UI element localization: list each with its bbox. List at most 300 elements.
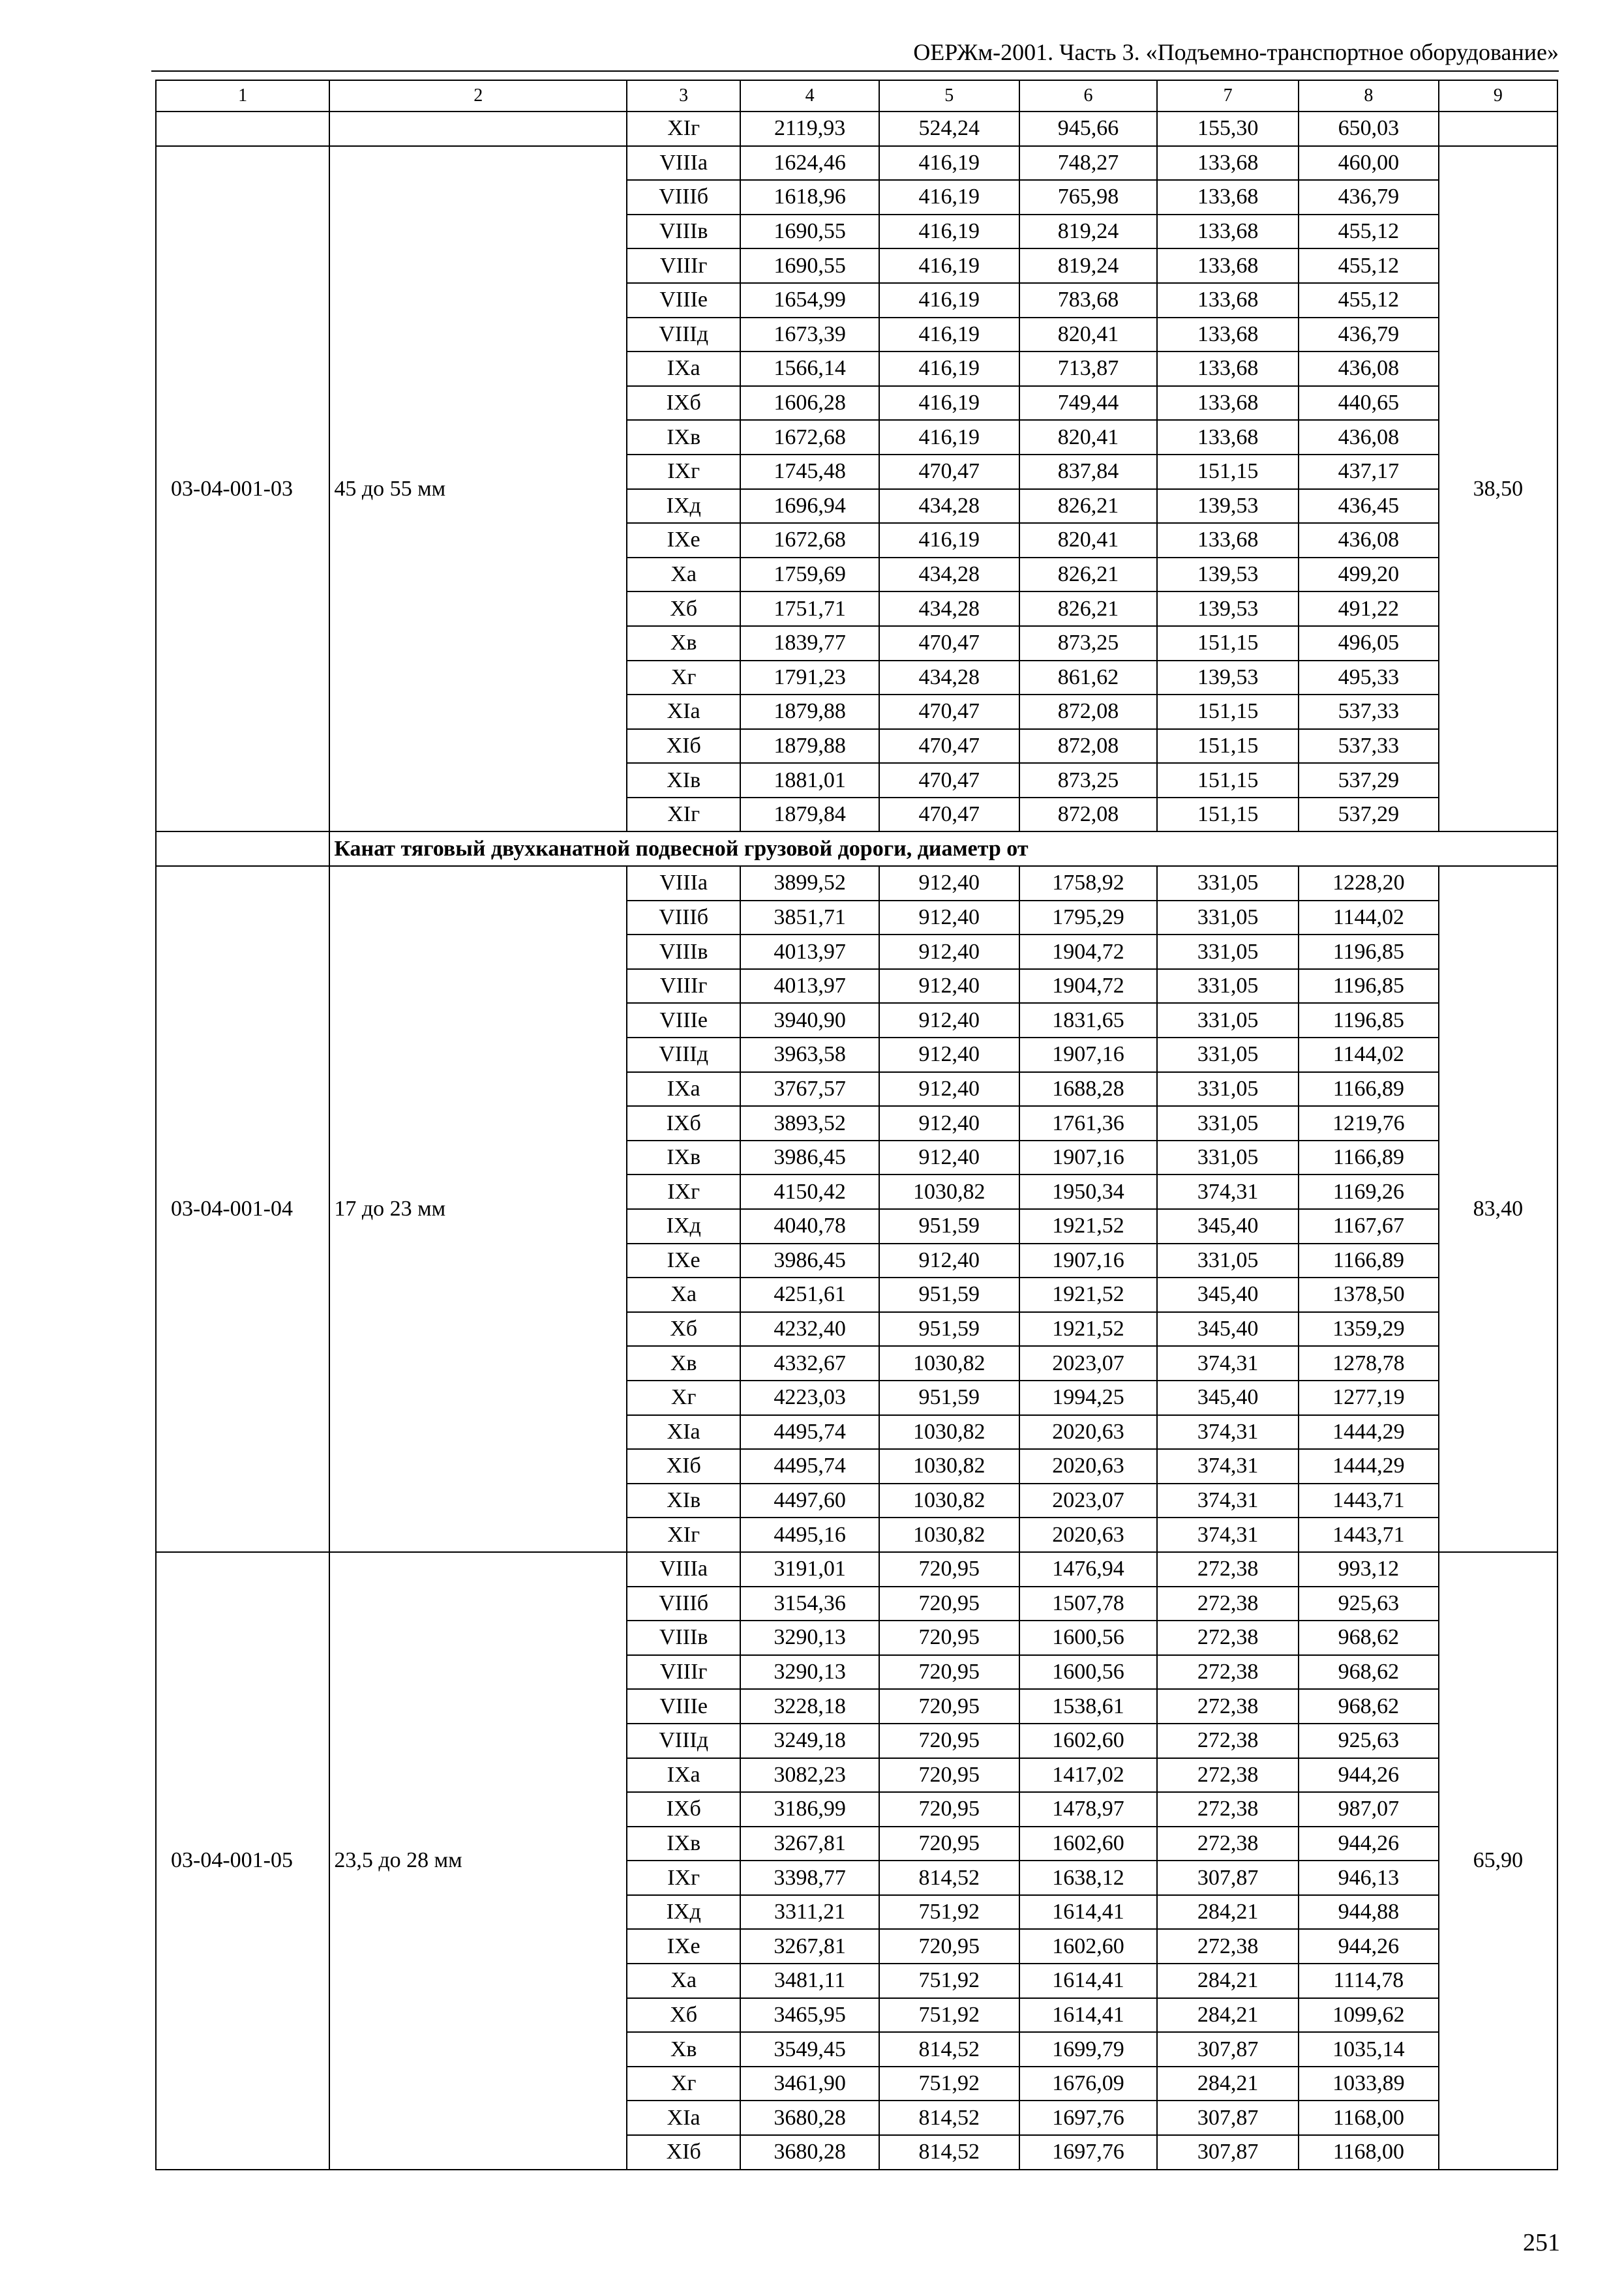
price-value: 1144,02 — [1299, 901, 1439, 935]
price-value: 3186,99 — [740, 1792, 879, 1827]
price-value: 155,30 — [1157, 112, 1299, 146]
price-value: 4497,60 — [740, 1484, 879, 1518]
price-value: 4495,74 — [740, 1449, 879, 1484]
price-value: 434,28 — [879, 489, 1019, 524]
price-table — [155, 80, 1558, 2170]
price-value: 1278,78 — [1299, 1346, 1439, 1381]
price-value: 416,19 — [879, 215, 1019, 249]
price-value: 374,31 — [1157, 1174, 1299, 1209]
price-value: 826,21 — [1019, 591, 1158, 626]
material-mass — [1439, 112, 1557, 146]
price-value: 307,87 — [1157, 2101, 1299, 2135]
item-name — [329, 112, 627, 146]
price-value: 968,62 — [1299, 1655, 1439, 1690]
price-value: 3680,28 — [740, 2135, 879, 2170]
price-value: 3899,52 — [740, 866, 879, 901]
price-value: 1672,68 — [740, 523, 879, 558]
price-value: 925,63 — [1299, 1724, 1439, 1758]
price-value: 1606,28 — [740, 386, 879, 421]
price-value: 416,19 — [879, 352, 1019, 386]
price-value: 537,29 — [1299, 763, 1439, 798]
price-value: 1444,29 — [1299, 1449, 1439, 1484]
price-value: 1950,34 — [1019, 1174, 1158, 1209]
price-value: 1443,71 — [1299, 1484, 1439, 1518]
price-value: 873,25 — [1019, 626, 1158, 661]
column-number: 1 — [156, 80, 329, 112]
price-value: 1690,55 — [740, 248, 879, 283]
price-value: 912,40 — [879, 866, 1019, 901]
price-value: 470,47 — [879, 626, 1019, 661]
price-value: 1758,92 — [1019, 866, 1158, 901]
price-value: 1697,76 — [1019, 2135, 1158, 2170]
region-zone: XIг — [627, 798, 740, 832]
price-value: 139,53 — [1157, 661, 1299, 695]
price-value: 1690,55 — [740, 215, 879, 249]
material-mass: 83,40 — [1439, 866, 1557, 1552]
price-value: 1114,78 — [1299, 1964, 1439, 1998]
price-value: 3481,11 — [740, 1964, 879, 1998]
price-value: 416,19 — [879, 523, 1019, 558]
price-value: 1378,50 — [1299, 1278, 1439, 1312]
price-value: 151,15 — [1157, 626, 1299, 661]
price-value: 1168,00 — [1299, 2101, 1439, 2135]
price-value: 3893,52 — [740, 1106, 879, 1141]
region-zone: Xб — [627, 1312, 740, 1347]
price-value: 4013,97 — [740, 969, 879, 1004]
region-zone: IXб — [627, 1792, 740, 1827]
price-value: 945,66 — [1019, 112, 1158, 146]
price-value: 133,68 — [1157, 386, 1299, 421]
price-value: 331,05 — [1157, 1038, 1299, 1072]
price-value: 819,24 — [1019, 215, 1158, 249]
price-value: 1879,84 — [740, 798, 879, 832]
price-value: 1831,65 — [1019, 1003, 1158, 1038]
region-zone: VIIIб — [627, 901, 740, 935]
price-value: 284,21 — [1157, 1895, 1299, 1930]
price-value: 720,95 — [879, 1758, 1019, 1793]
price-value: 1277,19 — [1299, 1381, 1439, 1415]
region-zone: VIIIе — [627, 283, 740, 318]
price-value: 151,15 — [1157, 729, 1299, 764]
price-value: 4495,16 — [740, 1518, 879, 1552]
price-value: 133,68 — [1157, 146, 1299, 181]
region-zone: XIа — [627, 695, 740, 729]
price-value: 1994,25 — [1019, 1381, 1158, 1415]
price-value: 2020,63 — [1019, 1518, 1158, 1552]
price-value: 1904,72 — [1019, 935, 1158, 969]
price-value: 720,95 — [879, 1792, 1019, 1827]
price-value: 1166,89 — [1299, 1072, 1439, 1107]
region-zone: VIIIб — [627, 180, 740, 215]
price-value: 1697,76 — [1019, 2101, 1158, 2135]
rate-code: 03-04-001-03 — [156, 146, 329, 832]
region-zone: IXв — [627, 1827, 740, 1861]
price-value: 470,47 — [879, 695, 1019, 729]
price-value: 1696,94 — [740, 489, 879, 524]
page-number: 251 — [1523, 2229, 1560, 2256]
price-value: 720,95 — [879, 1587, 1019, 1621]
price-value: 912,40 — [879, 1072, 1019, 1107]
price-value: 1444,29 — [1299, 1415, 1439, 1450]
price-value: 1030,82 — [879, 1174, 1019, 1209]
price-value: 4232,40 — [740, 1312, 879, 1347]
price-value: 374,31 — [1157, 1518, 1299, 1552]
region-zone: IXа — [627, 1758, 740, 1793]
price-value: 3191,01 — [740, 1552, 879, 1587]
price-value: 1219,76 — [1299, 1106, 1439, 1141]
price-value: 133,68 — [1157, 248, 1299, 283]
price-value: 3082,23 — [740, 1758, 879, 1793]
price-value: 437,17 — [1299, 455, 1439, 489]
price-value: 1035,14 — [1299, 2032, 1439, 2067]
price-value: 434,28 — [879, 591, 1019, 626]
price-value: 495,33 — [1299, 661, 1439, 695]
region-zone: Xа — [627, 1278, 740, 1312]
price-value: 1166,89 — [1299, 1141, 1439, 1175]
region-zone: VIIIе — [627, 1689, 740, 1724]
price-value: 133,68 — [1157, 420, 1299, 455]
region-zone: Xг — [627, 2067, 740, 2101]
region-zone: XIг — [627, 1518, 740, 1552]
price-value: 139,53 — [1157, 489, 1299, 524]
price-value: 765,98 — [1019, 180, 1158, 215]
price-value: 1196,85 — [1299, 1003, 1439, 1038]
price-value: 1614,41 — [1019, 1998, 1158, 2033]
region-zone: XIа — [627, 2101, 740, 2135]
region-zone: Xб — [627, 1998, 740, 2033]
price-value: 751,92 — [879, 1895, 1019, 1930]
price-value: 3465,95 — [740, 1998, 879, 2033]
region-zone: IXа — [627, 352, 740, 386]
price-value: 537,29 — [1299, 798, 1439, 832]
price-value: 720,95 — [879, 1655, 1019, 1690]
price-value: 912,40 — [879, 969, 1019, 1004]
price-value: 1030,82 — [879, 1518, 1019, 1552]
price-value: 345,40 — [1157, 1209, 1299, 1244]
price-value: 470,47 — [879, 455, 1019, 489]
price-value: 331,05 — [1157, 1244, 1299, 1278]
region-zone: IXв — [627, 420, 740, 455]
region-zone: VIIIг — [627, 1655, 740, 1690]
region-zone: IXа — [627, 1072, 740, 1107]
region-zone: VIIIв — [627, 215, 740, 249]
price-value: 1879,88 — [740, 729, 879, 764]
price-value: 1030,82 — [879, 1449, 1019, 1484]
region-zone: Xг — [627, 1381, 740, 1415]
price-value: 912,40 — [879, 901, 1019, 935]
price-value: 713,87 — [1019, 352, 1158, 386]
region-zone: VIIIа — [627, 146, 740, 181]
price-value: 968,62 — [1299, 1621, 1439, 1655]
region-zone: VIIIв — [627, 935, 740, 969]
price-value: 272,38 — [1157, 1621, 1299, 1655]
table-row — [156, 866, 1557, 901]
price-value: 751,92 — [879, 1964, 1019, 1998]
price-value: 1921,52 — [1019, 1312, 1158, 1347]
price-value: 374,31 — [1157, 1415, 1299, 1450]
price-value: 814,52 — [879, 2032, 1019, 2067]
price-value: 925,63 — [1299, 1587, 1439, 1621]
price-value: 1618,96 — [740, 180, 879, 215]
region-zone: IXб — [627, 386, 740, 421]
price-value: 331,05 — [1157, 935, 1299, 969]
price-value: 436,45 — [1299, 489, 1439, 524]
price-value: 1196,85 — [1299, 969, 1439, 1004]
region-zone: Xв — [627, 2032, 740, 2067]
price-value: 1907,16 — [1019, 1244, 1158, 1278]
price-value: 1030,82 — [879, 1415, 1019, 1450]
region-zone: IXг — [627, 455, 740, 489]
region-zone: VIIIе — [627, 1003, 740, 1038]
price-value: 749,44 — [1019, 386, 1158, 421]
price-value: 3851,71 — [740, 901, 879, 935]
price-value: 820,41 — [1019, 318, 1158, 352]
price-value: 331,05 — [1157, 901, 1299, 935]
price-value: 491,22 — [1299, 591, 1439, 626]
price-value: 272,38 — [1157, 1929, 1299, 1964]
price-value: 272,38 — [1157, 1724, 1299, 1758]
price-value: 272,38 — [1157, 1689, 1299, 1724]
region-zone: IXд — [627, 1209, 740, 1244]
price-value: 272,38 — [1157, 1587, 1299, 1621]
region-zone: VIIIг — [627, 969, 740, 1004]
column-number: 9 — [1439, 80, 1557, 112]
price-value: 650,03 — [1299, 112, 1439, 146]
region-zone: IXб — [627, 1106, 740, 1141]
price-value: 4150,42 — [740, 1174, 879, 1209]
price-value: 307,87 — [1157, 2032, 1299, 2067]
price-value: 3228,18 — [740, 1689, 879, 1724]
price-value: 416,19 — [879, 420, 1019, 455]
price-value: 872,08 — [1019, 695, 1158, 729]
price-value: 3154,36 — [740, 1587, 879, 1621]
price-value: 416,19 — [879, 318, 1019, 352]
region-zone: VIIIд — [627, 1724, 740, 1758]
rate-code: 03-04-001-04 — [156, 866, 329, 1552]
price-value: 307,87 — [1157, 1861, 1299, 1895]
price-value: 1478,97 — [1019, 1792, 1158, 1827]
price-value: 307,87 — [1157, 2135, 1299, 2170]
price-value: 1602,60 — [1019, 1929, 1158, 1964]
price-value: 1033,89 — [1299, 2067, 1439, 2101]
table-row — [156, 112, 1557, 146]
price-value: 133,68 — [1157, 523, 1299, 558]
item-name: 17 до 23 мм — [329, 866, 627, 1552]
price-value: 1638,12 — [1019, 1861, 1158, 1895]
price-value: 814,52 — [879, 2135, 1019, 2170]
price-value: 1761,36 — [1019, 1106, 1158, 1141]
price-value: 1614,41 — [1019, 1895, 1158, 1930]
price-value: 4332,67 — [740, 1346, 879, 1381]
price-value: 993,12 — [1299, 1552, 1439, 1587]
price-value: 2119,93 — [740, 112, 879, 146]
region-zone: IXв — [627, 1141, 740, 1175]
price-value: 1167,67 — [1299, 1209, 1439, 1244]
price-value: 460,00 — [1299, 146, 1439, 181]
price-value: 455,12 — [1299, 248, 1439, 283]
price-value: 272,38 — [1157, 1792, 1299, 1827]
price-value: 951,59 — [879, 1381, 1019, 1415]
price-value: 1795,29 — [1019, 901, 1158, 935]
region-zone: VIIIа — [627, 866, 740, 901]
price-value: 1099,62 — [1299, 1998, 1439, 2033]
price-value: 944,26 — [1299, 1827, 1439, 1861]
price-value: 912,40 — [879, 935, 1019, 969]
price-value: 1759,69 — [740, 558, 879, 592]
price-value: 1672,68 — [740, 420, 879, 455]
price-value: 1600,56 — [1019, 1621, 1158, 1655]
table-row — [156, 146, 1557, 181]
price-value: 748,27 — [1019, 146, 1158, 181]
section-row — [156, 831, 1557, 866]
price-value: 912,40 — [879, 1244, 1019, 1278]
price-value: 720,95 — [879, 1621, 1019, 1655]
price-value: 416,19 — [879, 248, 1019, 283]
price-value: 912,40 — [879, 1141, 1019, 1175]
price-value: 872,08 — [1019, 729, 1158, 764]
column-number: 5 — [879, 80, 1019, 112]
price-value: 951,59 — [879, 1278, 1019, 1312]
price-value: 416,19 — [879, 283, 1019, 318]
price-value: 944,26 — [1299, 1758, 1439, 1793]
price-value: 537,33 — [1299, 729, 1439, 764]
page-header-title: ОЕРЖм-2001. Часть 3. «Подъемно-транспортное оборудование» — [913, 39, 1559, 65]
price-value: 944,88 — [1299, 1895, 1439, 1930]
material-mass: 65,90 — [1439, 1552, 1557, 2170]
price-value: 3986,45 — [740, 1244, 879, 1278]
region-zone: XIа — [627, 1415, 740, 1450]
section-title: Канат тяговый двухканатной подвесной грузовой дороги, диаметр от — [329, 831, 1557, 866]
section-code-cell — [156, 831, 329, 866]
price-value: 1907,16 — [1019, 1141, 1158, 1175]
price-value: 436,08 — [1299, 420, 1439, 455]
price-value: 133,68 — [1157, 318, 1299, 352]
price-value: 1921,52 — [1019, 1209, 1158, 1244]
price-value: 814,52 — [879, 1861, 1019, 1895]
region-zone: XIв — [627, 763, 740, 798]
price-value: 2023,07 — [1019, 1346, 1158, 1381]
price-value: 826,21 — [1019, 558, 1158, 592]
price-value: 1030,82 — [879, 1484, 1019, 1518]
price-value: 374,31 — [1157, 1346, 1299, 1381]
price-value: 1359,29 — [1299, 1312, 1439, 1347]
price-value: 968,62 — [1299, 1689, 1439, 1724]
price-value: 284,21 — [1157, 1998, 1299, 2033]
price-value: 434,28 — [879, 558, 1019, 592]
price-value: 951,59 — [879, 1209, 1019, 1244]
price-value: 720,95 — [879, 1827, 1019, 1861]
price-value: 720,95 — [879, 1689, 1019, 1724]
header-rule — [151, 70, 1559, 72]
price-value: 151,15 — [1157, 798, 1299, 832]
price-value: 3549,45 — [740, 2032, 879, 2067]
price-value: 944,26 — [1299, 1929, 1439, 1964]
price-value: 1624,46 — [740, 146, 879, 181]
price-value: 720,95 — [879, 1929, 1019, 1964]
price-value: 470,47 — [879, 729, 1019, 764]
price-value: 3249,18 — [740, 1724, 879, 1758]
price-value: 2020,63 — [1019, 1415, 1158, 1450]
price-value: 2020,63 — [1019, 1449, 1158, 1484]
price-value: 912,40 — [879, 1106, 1019, 1141]
price-value: 1791,23 — [740, 661, 879, 695]
price-value: 1688,28 — [1019, 1072, 1158, 1107]
price-value: 133,68 — [1157, 283, 1299, 318]
column-number: 4 — [740, 80, 879, 112]
price-value: 4223,03 — [740, 1381, 879, 1415]
price-value: 1030,82 — [879, 1346, 1019, 1381]
price-value: 837,84 — [1019, 455, 1158, 489]
price-value: 1166,89 — [1299, 1244, 1439, 1278]
column-number: 2 — [329, 80, 627, 112]
price-value: 284,21 — [1157, 2067, 1299, 2101]
price-value: 436,79 — [1299, 318, 1439, 352]
price-value: 434,28 — [879, 661, 1019, 695]
rate-code: 03-04-001-05 — [156, 1552, 329, 2170]
price-value: 3267,81 — [740, 1929, 879, 1964]
region-zone: Xб — [627, 591, 740, 626]
price-value: 751,92 — [879, 2067, 1019, 2101]
price-value: 537,33 — [1299, 695, 1439, 729]
price-value: 272,38 — [1157, 1827, 1299, 1861]
price-value: 872,08 — [1019, 798, 1158, 832]
price-value: 345,40 — [1157, 1381, 1299, 1415]
region-zone: IXд — [627, 489, 740, 524]
region-zone: Xа — [627, 1964, 740, 1998]
price-value: 3290,13 — [740, 1621, 879, 1655]
price-value: 331,05 — [1157, 969, 1299, 1004]
region-zone: XIб — [627, 1449, 740, 1484]
price-value: 331,05 — [1157, 866, 1299, 901]
column-number: 7 — [1157, 80, 1299, 112]
price-value: 331,05 — [1157, 1003, 1299, 1038]
price-value: 1144,02 — [1299, 1038, 1439, 1072]
material-mass: 38,50 — [1439, 146, 1557, 832]
price-value: 1600,56 — [1019, 1655, 1158, 1690]
price-value: 133,68 — [1157, 215, 1299, 249]
price-value: 455,12 — [1299, 283, 1439, 318]
column-number-row — [156, 80, 1557, 112]
price-value: 4013,97 — [740, 935, 879, 969]
price-value: 272,38 — [1157, 1552, 1299, 1587]
price-value: 820,41 — [1019, 523, 1158, 558]
region-zone: VIIIг — [627, 248, 740, 283]
price-value: 151,15 — [1157, 763, 1299, 798]
table-body — [156, 80, 1557, 2170]
region-zone: XIг — [627, 112, 740, 146]
price-value: 139,53 — [1157, 591, 1299, 626]
price-value: 436,79 — [1299, 180, 1439, 215]
price-value: 3940,90 — [740, 1003, 879, 1038]
price-value: 861,62 — [1019, 661, 1158, 695]
price-value: 3398,77 — [740, 1861, 879, 1895]
region-zone: XIб — [627, 2135, 740, 2170]
price-value: 3311,21 — [740, 1895, 879, 1930]
price-value: 1228,20 — [1299, 866, 1439, 901]
price-value: 1476,94 — [1019, 1552, 1158, 1587]
price-value: 1614,41 — [1019, 1964, 1158, 1998]
region-zone: XIб — [627, 729, 740, 764]
price-value: 272,38 — [1157, 1655, 1299, 1690]
price-value: 436,08 — [1299, 523, 1439, 558]
price-value: 1839,77 — [740, 626, 879, 661]
price-value: 720,95 — [879, 1552, 1019, 1587]
price-value: 151,15 — [1157, 455, 1299, 489]
rate-code — [156, 112, 329, 146]
region-zone: Xв — [627, 1346, 740, 1381]
price-value: 826,21 — [1019, 489, 1158, 524]
price-value: 819,24 — [1019, 248, 1158, 283]
